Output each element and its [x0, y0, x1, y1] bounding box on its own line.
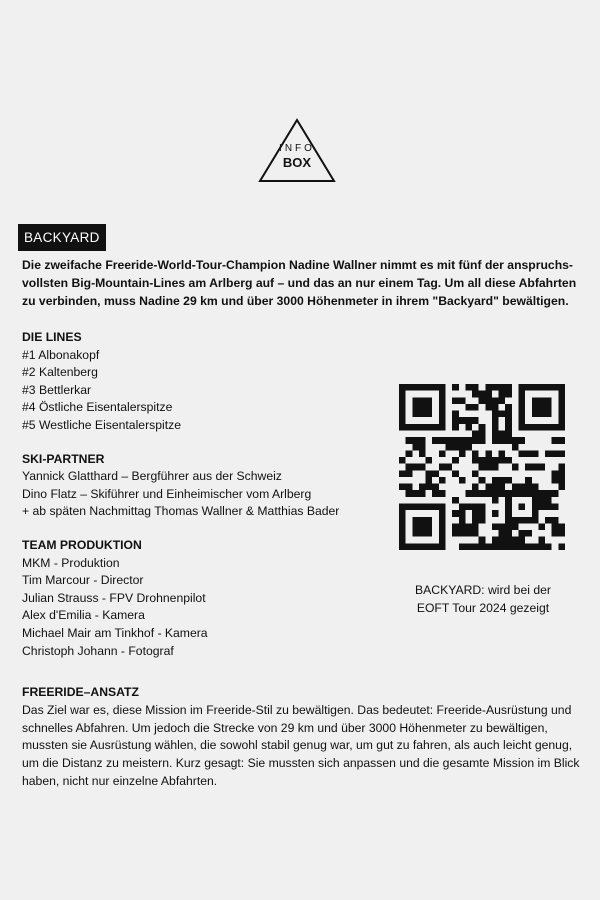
qr-code-icon [399, 384, 565, 550]
line-item: #4 Östliche Eisentalerspitze [22, 400, 173, 415]
infobox-logo [258, 118, 336, 184]
line-item: #2 Kaltenberg [22, 365, 98, 380]
team-item: Christoph Johann - Fotograf [22, 643, 174, 658]
partner-item: Yannick Glatthard – Bergführer aus der Schweiz [22, 469, 282, 484]
team-heading: TEAM PRODUKTION [22, 537, 142, 552]
intro-paragraph: Die zweifache Freeride-World-Tour-Champion Nadine Wallner nimmt es mit fünf der anspruchs-vollsten Big-Mountain-Lines am Arlberg auf – und das an nur einem Tag. Um all diese Abfahrten zu verbinden, muss Nadine 29 km und über 3000 Höhenmeter in ihrem "Backyard" bewältigen. [22, 258, 577, 308]
qr-caption-line: BACKYARD: wird bei der [415, 583, 551, 597]
qr-caption-line: EOFT Tour 2024 gezeigt [416, 600, 550, 615]
freeride-section [22, 684, 582, 791]
ski-partner-section [22, 451, 382, 521]
logo-info-text: INFO [279, 143, 315, 154]
qr-caption [383, 582, 583, 617]
section-tag: BACKYARD [18, 224, 106, 251]
team-item: Julian Strauss - FPV Drohnenpilot [22, 590, 206, 605]
ski-partner-heading: SKI-PARTNER [22, 451, 105, 466]
left-column [22, 329, 382, 676]
line-item: #5 Westliche Eisentalerspitze [22, 417, 181, 432]
partner-item: + ab späten Nachmittag Thomas Wallner & Matthias Bader [22, 504, 340, 519]
freeride-paragraph: Das Ziel war es, diese Mission im Freeride-Stil zu bewältigen. Das bedeutet: Freeride-Ausrüstung und schnelles Abfahren. Um jedoch die Strecke von 29 km und über 3000 Höhenmeter zu bewältigen, mussten sie Ausrüstung wählen, die sowohl stabil genug war, um gut zu fahren, als auch leicht genug, um die Distanz zu meistern. Kurz gesagt: Sie mussten sich anpassen und die gesamte Mission im Blick haben, nicht nur einzelne Abfahrten. [22, 702, 580, 788]
team-item: MKM - Produktion [22, 555, 120, 570]
line-item: #1 Albonakopf [22, 347, 100, 362]
freeride-heading: FREERIDE–ANSATZ [22, 685, 139, 699]
team-item: Alex d'Emilia - Kamera [22, 608, 145, 623]
qr-code[interactable] [399, 384, 565, 550]
team-section [22, 537, 382, 660]
logo-box-text: BOX [282, 155, 312, 170]
partner-item: Dino Flatz – Skiführer und Einheimischer vom Arlberg [22, 486, 312, 501]
line-item: #3 Bettlerkar [22, 382, 92, 397]
team-item: Tim Marcour - Director [22, 573, 144, 588]
triangle-icon [258, 118, 336, 184]
team-item: Michael Mair am Tinkhof - Kamera [22, 625, 208, 640]
lines-section [22, 329, 382, 435]
lines-heading: DIE LINES [22, 330, 82, 344]
